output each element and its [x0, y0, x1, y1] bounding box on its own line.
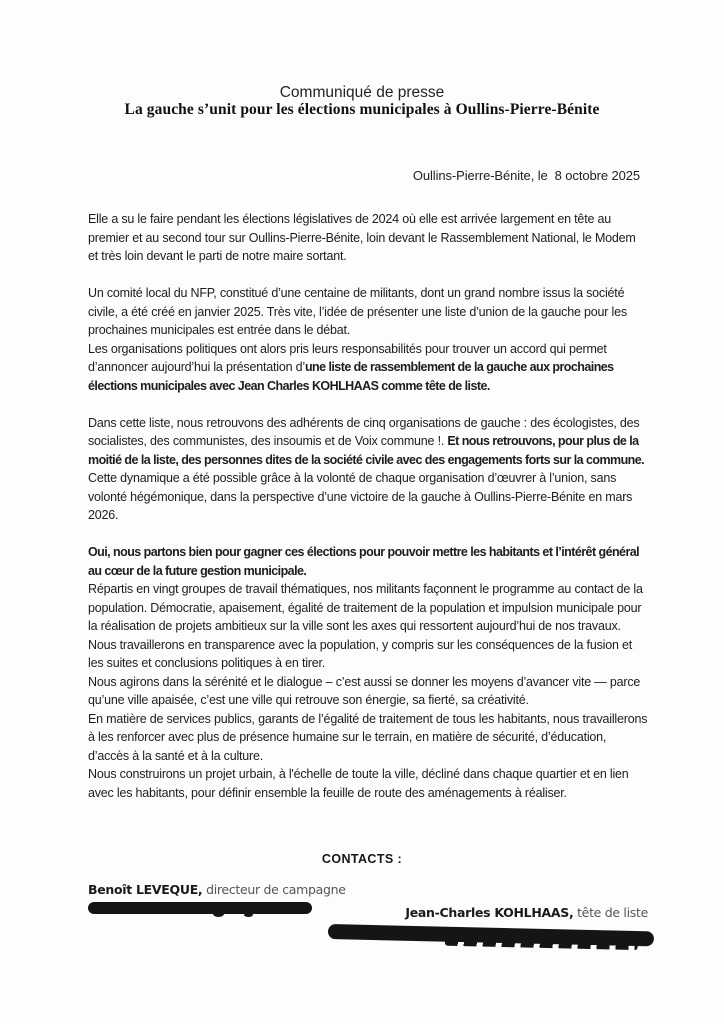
- contact-head-of-list: [405, 905, 648, 920]
- bold-text-run: Oui, nous partons bien pour gagner ces élections pour pouvoir mettre les habitants et l’intérêt général au cœur de la future gestion municipale.: [88, 545, 640, 578]
- paragraph: [88, 340, 648, 396]
- text-run: Nous agirons dans la sérénité et le dialogue – c’est aussi se donner les moyens d’avancer vite — parce qu’une ville apaisée, c’est une ville qui retrouve son énergie, sa fierté, sa créativité.: [88, 674, 641, 707]
- paragraph: [88, 543, 648, 580]
- contact-campaign-director: [88, 882, 346, 897]
- text-run: Elle a su le faire pendant les élections législatives de 2024 où elle est arrivée largement en tête au premier et au second tour sur Oullins-Pierre-Bénite, loin devant le Rassemblement National, le Modem et très loin devant le parti de notre maire sortant.: [88, 212, 636, 263]
- contact-name: Benoît LEVEQUE,: [88, 882, 203, 897]
- text-run: Un comité local du NFP, constitué d’une centaine de militants, dont un grand nombre issus la société civile, a été créé en janvier 2025. Très vite, l’idée de présenter une liste d’union de la gauche pour les prochaines municipales est entrée dans le débat.: [88, 286, 627, 337]
- text-run: Nous travaillerons en transparence avec la population, y compris sur les conséquences de la fusion et les suites et conclusions politiques à en tirer.: [88, 637, 633, 670]
- text-run: Répartis en vingt groupes de travail thématiques, nos militants façonnent le programme au contact de la population. Démocratie, apaisement, égalité de traitement de la population et impulsion municipale pour la réalisation de projets ambitieux sur la ville sont les axes qui ressortent aujourd’hui de nos travaux.: [88, 582, 643, 633]
- contacts-heading: CONTACTS :: [321, 852, 403, 866]
- contact-name: Jean-Charles KOHLHAAS,: [405, 905, 574, 920]
- dateline: Oullins-Pierre-Bénite, le 8 octobre 2025: [412, 168, 640, 183]
- paragraph: [88, 469, 648, 525]
- redacted-contact-info-bar: [88, 902, 312, 914]
- text-run: Les organisations politiques ont alors pris leurs responsabilités pour trouver un accord qui permet d’annoncer aujourd’hui la présentation d’: [88, 341, 607, 374]
- paragraph: [88, 765, 648, 802]
- contact-role: directeur de campagne: [202, 882, 346, 897]
- paragraph: [88, 710, 648, 766]
- text-run: En matière de services publics, garants de l’égalité de traitement de tous les habitants, nous travaillerons à les renforcer avec plus de présence humaine sur le terrain, en matière de sécurité, d’éducation, d’accès à la santé et à la culture.: [88, 711, 648, 763]
- text-run: Nous construirons un projet urbain, à l'échelle de toute la ville, décliné dans chaque quartier et en lien avec les habitants, pour définir ensemble la feuille de route des aménagements à réaliser.: [88, 767, 629, 800]
- text-run: Cette dynamique a été possible grâce à la volonté de chaque organisation d’œuvrer à l’union, sans volonté hégémonique, dans la perspective d’une victoire de la gauche à Oullins-Pierre-Bénite en mars 2026.: [88, 471, 633, 522]
- paragraph: [88, 636, 648, 673]
- document-kicker: Communiqué de presse: [279, 84, 445, 101]
- page-title: La gauche s’unit pour les élections municipales à Oullins-Pierre-Bénite: [124, 101, 600, 118]
- bold-text-run: une liste de rassemblement de la gauche aux prochaines élections municipales avec Jean Charles KOHLHAAS comme tête de liste.: [88, 360, 614, 393]
- paragraph: [88, 284, 648, 340]
- bold-text-run: Et nous retrouvons, pour plus de la moitié de la liste, des personnes dites de la société civile avec des engagements forts sur la commune.: [88, 434, 645, 467]
- paragraph: [88, 673, 648, 710]
- paragraph: [88, 210, 648, 266]
- paragraph: [88, 414, 648, 470]
- contact-role: tête de liste: [573, 905, 648, 920]
- text-run: Dans cette liste, nous retrouvons des adhérents de cinq organisations de gauche : des écologistes, des socialistes, des communistes, des insoumis et de Voix commune !.: [88, 415, 640, 448]
- paragraph: [88, 580, 648, 636]
- body-paragraphs: [88, 210, 648, 802]
- redacted-contact-info-bar: [328, 924, 654, 946]
